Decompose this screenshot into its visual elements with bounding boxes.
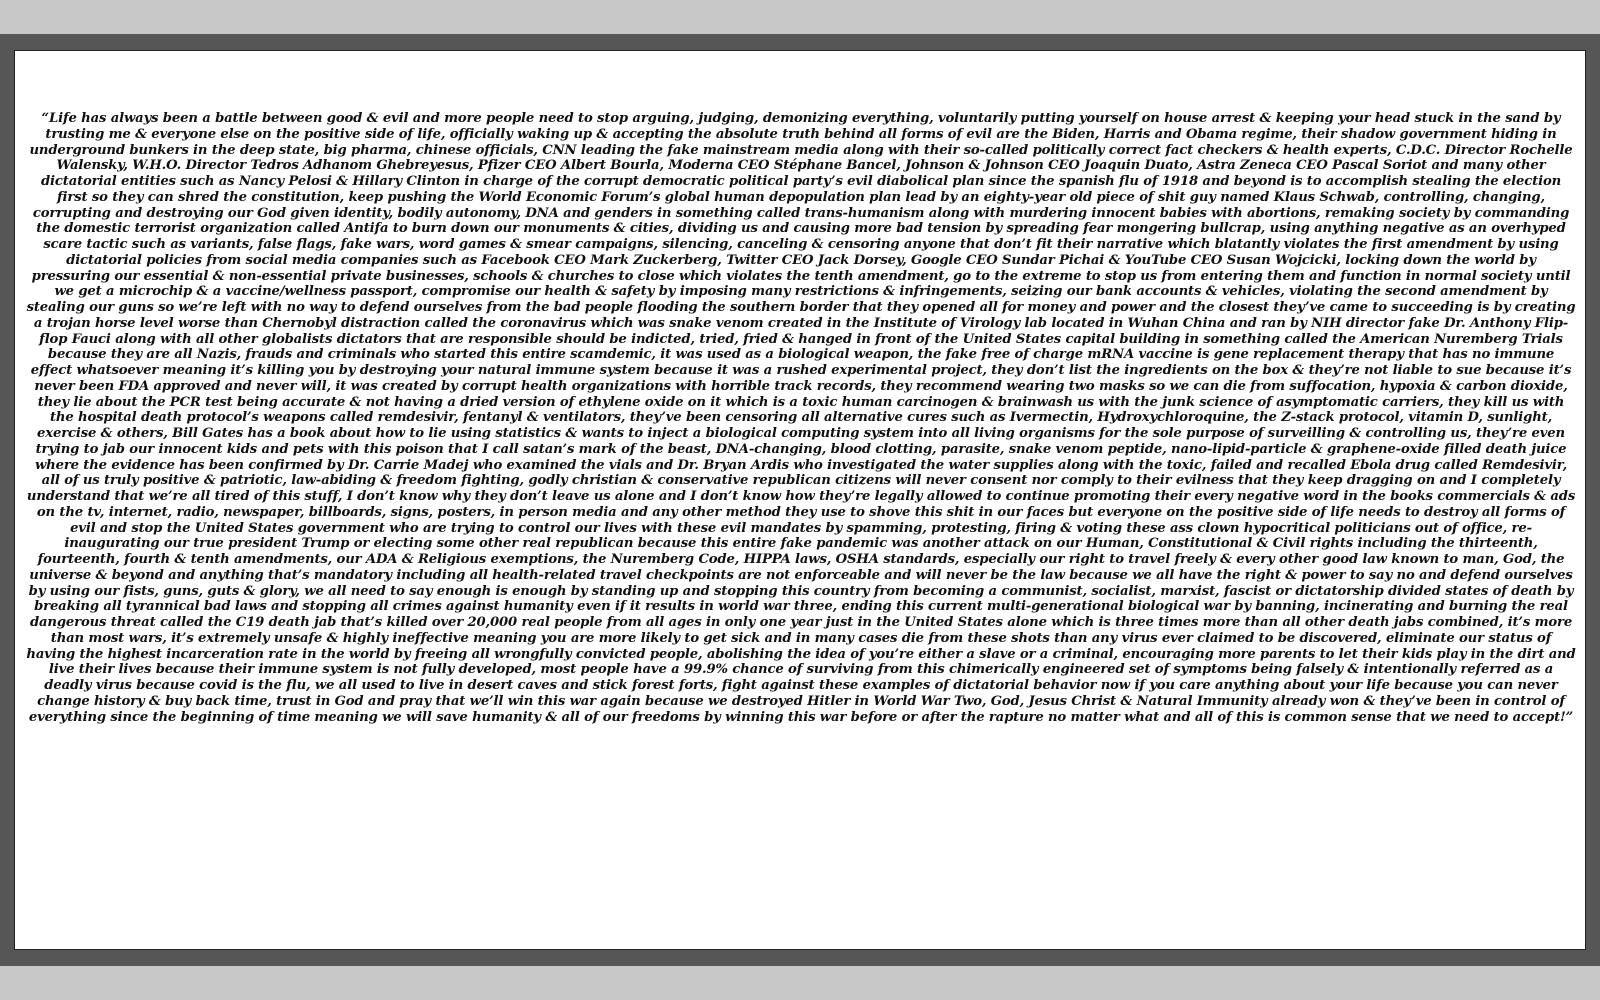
document-page xyxy=(14,50,1586,950)
top-toolbar-strip xyxy=(0,0,1600,34)
page-frame xyxy=(0,34,1600,966)
bottom-status-strip xyxy=(0,966,1600,1000)
quote-text: “Life has always been a battle between good & evil and more people need to stop arguing, judging, demonizing everything, voluntarily putting yourself on house arrest & keeping your head stuck in the sand by trusting me & everyone else on the positive side of life, officially waking up & accepting the absolute truth behind all forms of evil are the Biden, Harris and Obama regime, their shadow government hiding in underground bunkers in the deep state, big pharma, chinese officials, CNN leading the fake mainstream media along with their so-called politically correct fact checkers & health experts, C.D.C. Director Rochelle Walensky, W.H.O. Director Tedros Adhanom Ghebreyesus, Pfizer CEO Albert Bourla, Moderna CEO Stéphane Bancel, Johnson & Johnson CEO Joaquin Duato, Astra Zeneca CEO Pascal Soriot and many other dictatorial entities such as Nancy Pelosi & Hillary Clinton in charge of the corrupt democratic political party’s evil diabolical plan since the spanish flu of 1918 and beyond is to accomplish stealing the election first so they can shred the constitution, keep pushing the World Economic Forum’s global human depopulation plan lead by an eighty-year old piece of shit guy named Klaus Schwab, controlling, changing, corrupting and destroying our God given identity, bodily autonomy, DNA and genders in something called trans-humanism along with murdering innocent babies with abortions, remaking society by commanding the domestic terrorist organization called Antifa to burn down our monuments & cities, dividing us and causing more bad tension by spreading fear mongering bullcrap, using anything negative as an overhyped scare tactic such as variants, false flags, fake wars, word games & smear campaigns, silencing, canceling & censoring anyone that don’t fit their narrative which blatantly violates the first amendment by using dictatorial policies from social media companies such as Facebook CEO Mark Zuckerberg, Twitter CEO Jack Dorsey, Google CEO Sundar Pichai & YouTube CEO Susan Wojcicki, locking down the world by pressuring our essential & non-essential private businesses, schools & churches to close which violates the tenth amendment, go to the extreme to stop us from entering them and function in normal society until we get a microchip & a vaccine/wellness passport, compromise our health & safety by imposing many restrictions & infringements, seizing our bank accounts & vehicles, violating the second amendment by stealing our guns so we’re left with no way to defend ourselves from the bad people flooding the southern border that they opened all for money and power and the closest they’ve came to succeeding is by creating a trojan horse level worse than Chernobyl distraction called the coronavirus which was snake venom created in the Institute of Virology lab located in Wuhan China and ran by NIH director fake Dr. Anthony Flip-flop Fauci along with all other globalists dictators that are responsible should be indicted, tried, fried & hanged in front of the United States capital building in something called the American Nuremberg Trials because they are all Nazis, frauds and criminals who started this entire scamdemic, it was used as a biological weapon, the fake free of charge mRNA vaccine is gene replacement therapy that has no immune effect whatsoever meaning it’s killing you by destroying your natural immune system because it was a rushed experimental project, they don’t list the ingredients on the box & they’re not liable to sue because it’s never been FDA approved and never will, it was created by corrupt health organizations with horrible track records, they recommend wearing two masks so we can die from suffocation, hypoxia & carbon dioxide, they lie about the PCR test being accurate & not having a dried version of ethylene oxide on it which is a toxic human carcinogen & brainwash us with the junk science of asymptomatic carriers, they kill us with the hospital death protocol’s weapons called remdesivir, fentanyl & ventilators, they’ve been censoring all alternative cures such as Ivermectin, Hydroxychloroquine, the Z-stack protocol, vitamin D, sunlight, exercise & others, Bill Gates has a book about how to lie using statistics & wants to inject a biological computing system into all living organisms for the sole purpose of surveilling & controlling us, they’re even trying to jab our innocent kids and pets with this poison that I call satan’s mark of the beast, DNA-changing, blood clotting, parasite, snake venom peptide, nano-lipid-particle & graphene-oxide filled death juice where the evidence has been confirmed by Dr. Carrie Madej who examined the vials and Dr. Bryan Ardis who investigated the water supplies along with the toxic, failed and recalled Ebola drug called Remdesivir, all of us truly positive & patriotic, law-abiding & freedom fighting, godly christian & conservative republican citizens will never consent nor comply to their evilness that they keep dragging on and I completely understand that we’re all tired of this stuff, I don’t know why they don’t leave us alone and I don’t know how they’re legally allowed to continue promoting their every negative word in the books commercials & ads on the tv, internet, radio, newspaper, billboards, signs, posters, in person media and any other method they use to shove this shit in our faces but everyone on the positive side of life needs to destroy all forms of evil and stop the United States government who are trying to control our lives with these evil mandates by spamming, protesting, firing & voting these ass clown hypocritical politicians out of office, re-inaugurating our true president Trump or electing some other real republican because this entire fake pandemic was another attack on our Human, Constitutional & Civil rights including the thirteenth, fourteenth, fourth & tenth amendments, our ADA & Religious exemptions, the Nuremberg Code, HIPPA laws, OSHA standards, especially our right to travel freely & every other good law known to man, God, the universe & beyond and anything that’s mandatory including all health-related travel checkpoints are not enforceable and will never be the law because we all have the right & power to say no and defend ourselves by using our fists, guns, guts & glory, we all need to say enough is enough by standing up and stopping this country from becoming a communist, socialist, marxist, fascist or dictatorship divided states of death by breaking all tyrannical bad laws and stopping all crimes against humanity even if it results in world war three, ending this current multi-generational biological war by banning, incinerating and burning the real dangerous threat called the C19 death jab that’s killed over 20,000 real people from all ages in only one year just in the United States alone which is three times more than all other death jabs combined, it’s more than most wars, it’s extremely unsafe & highly ineffective meaning you are more likely to get sick and in many cases die from these shots than any virus ever claimed to be discovered, eliminate our status of having the highest incarceration rate in the world by freeing all wrongfully convicted people, abolishing the idea of you’re either a slave or a criminal, encouraging more parents to let their kids play in the dirt and live their lives because their immune system is not fully developed, most people have a 99.9% chance of surviving from this chimerically engineered set of symptoms being falsely & intentionally referred as a deadly virus because covid is the flu, we all used to live in desert caves and stick forest forts, fight against these examples of dictatorial behavior now if you care anything about your life because you can never change history & buy back time, trust in God and pray that we’ll win this war again because we destroyed Hitler in World War Two, God, Jesus Christ & Natural Immunity already won & they’ve been in control of everything since the beginning of time meaning we will save humanity & all of our freedoms by winning this war before or after the rapture no matter what and all of this is common sense that we need to accept!” xyxy=(26,111,1576,725)
